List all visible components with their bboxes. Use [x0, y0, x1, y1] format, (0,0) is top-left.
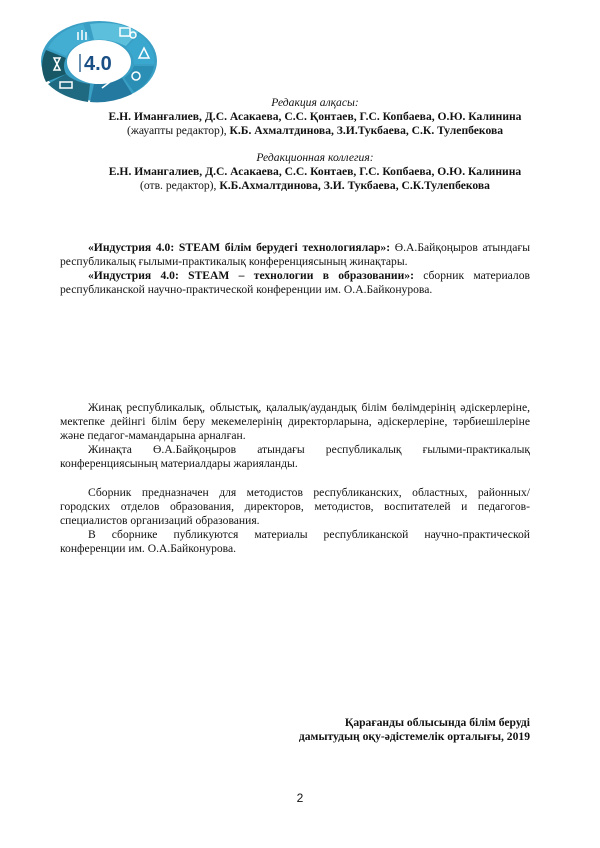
collection-titles: [60, 241, 530, 297]
gear-cycle-logo-icon: [38, 18, 160, 104]
editorial-members-rest-kz: К.Б. Ахмалтдинова, З.И.Тукбаева, С.К. Тулепбекова: [229, 124, 504, 137]
annotation-ru: [60, 486, 530, 556]
editorial-board-ru: [60, 151, 530, 193]
editorial-members-rest-ru: К.Б.Ахмалтдинова, З.И. Тукбаева, С.К.Тулепбекова: [219, 179, 490, 192]
publisher-line1: Қарағанды облысында білім беруді: [344, 716, 530, 729]
annotation-kz-p2: Жинақта Ө.А.Байқоңыров атындағы республикалық ғылыми-практикалық конференциясының материалдары жарияланды.: [60, 443, 530, 470]
annotation-ru-p2: В сборнике публикуются материалы республиканской научно-практической конференции им. О.А.Байконурова.: [60, 528, 530, 555]
title-kz-bold: «Индустрия 4.0: STEAM білім берудегі технологиялар»:: [88, 241, 391, 254]
publisher-imprint: [299, 716, 530, 744]
editorial-members-line2-kz: [60, 124, 530, 138]
editorial-heading-kz: Редакция алқасы:: [271, 96, 359, 109]
publisher-line2: дамытудың оқу-әдістемелік орталығы, 2019: [298, 730, 530, 743]
annotation-kz-p1: Жинақ республикалық, облыстық, қалалық/аудандық білім бөлімдерінің әдіскерлеріне, мектепке дейінгі білім беру мекемелерінің директорларына, әдіскерлеріне, тәрбиешілеріне және педагог-мамандарына арналған.: [60, 401, 530, 442]
industry-4-logo: [38, 18, 160, 104]
editorial-members-line1-kz: Е.Н. Иманғалиев, Д.С. Асакаева, С.С. Қонтаев, Г.С. Копбаева, О.Ю. Калинина: [108, 110, 522, 123]
editorial-heading-ru: Редакционная коллегия:: [256, 151, 374, 164]
title-ru: [60, 269, 530, 297]
responsible-editor-label-kz: (жауапты редактор),: [126, 124, 230, 137]
logo-version-text: 4.0: [84, 53, 112, 75]
title-ru-bold: «Индустрия 4.0: STEAM – технологии в образовании»:: [88, 269, 414, 282]
responsible-editor-label-ru: (отв. редактор),: [140, 179, 220, 192]
editorial-board-kz: [60, 96, 530, 138]
editorial-members-line1-ru: Е.Н. Имангалиев, Д.С. Асакаева, С.С. Контаев, Г.С. Копбаева, О.Ю. Калинина: [108, 165, 522, 178]
title-ru-rest: сборник материалов республиканской научно-практической конференции им. О.А.Байконурова.: [60, 269, 530, 296]
page-number: 2: [296, 791, 304, 805]
title-kz: [60, 241, 530, 269]
annotation-ru-p1: Сборник предназначен для методистов республиканских, областных, районных/городских отделов образования, директоров, методистов, воспитателей и педагогов-специалистов организаций образования.: [60, 486, 530, 527]
annotation-kz: [60, 401, 530, 471]
editorial-members-line2-ru: [60, 179, 530, 193]
title-kz-rest: Ө.А.Байқоңыров атындағы республикалық ғылыми-практикалық конференциясының жинақтары.: [60, 241, 531, 268]
